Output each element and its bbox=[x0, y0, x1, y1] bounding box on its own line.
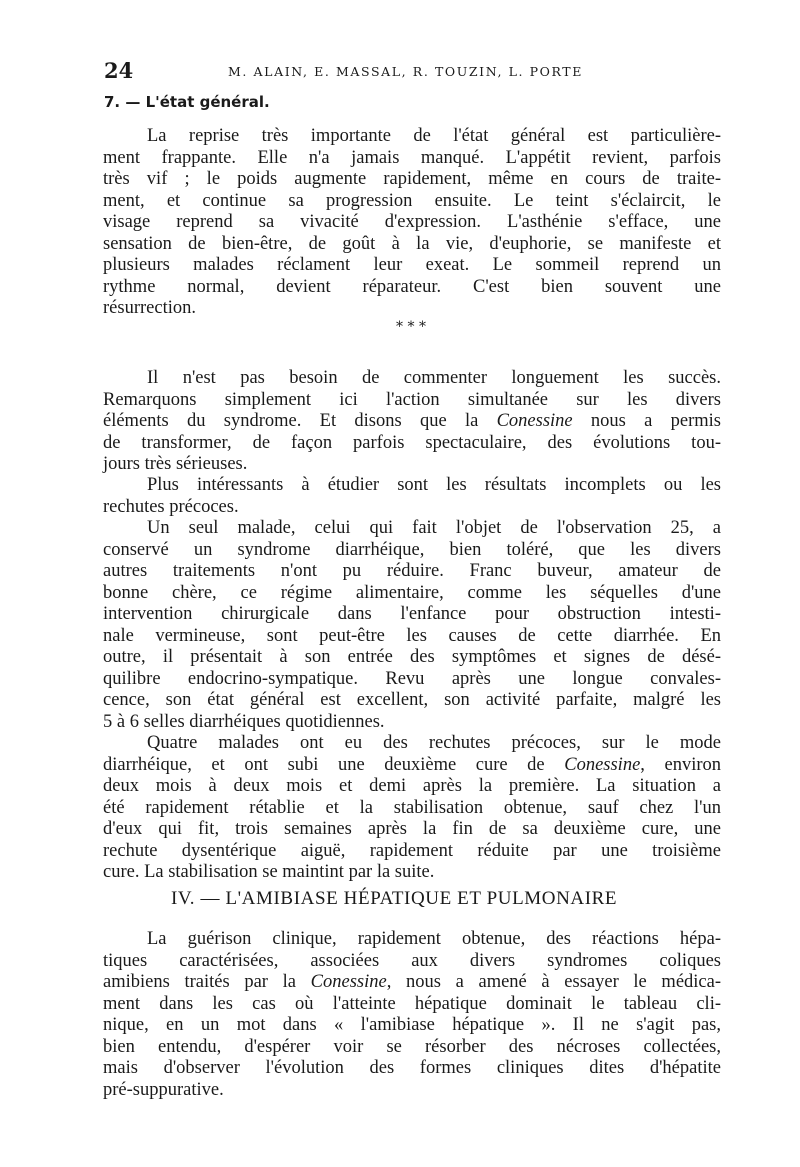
paragraph-rechutes bbox=[103, 733, 721, 884]
text-line: 5 à 6 selles diarrhéiques quotidiennes. bbox=[103, 711, 385, 732]
paragraph-observation-25 bbox=[103, 518, 721, 733]
text-line: Quatre malades ont eu des rechutes précoces, sur le mode bbox=[147, 733, 721, 753]
text-line: d'eux qui fit, trois semaines après la fin de sa deuxième cure, une bbox=[103, 819, 721, 839]
text-line: jours très sérieuses. bbox=[103, 454, 248, 474]
text-line: La reprise très importante de l'état général est particulière- bbox=[147, 126, 721, 146]
paragraph-etat-general bbox=[103, 126, 721, 320]
text-line: Remarquons simplement ici l'action simultanée sur les divers bbox=[103, 389, 721, 410]
text-line: ment frappante. Elle n'a jamais manqué. L'appétit revient, parfois bbox=[103, 147, 721, 168]
text-line: éléments du syndrome. Et disons que la Conessine nous a permis bbox=[103, 411, 721, 431]
text-line: pré-suppurative. bbox=[103, 1079, 224, 1100]
text-line: bien entendu, d'espérer voir se résorber des nécroses collectées, bbox=[103, 1036, 721, 1057]
text-line: cence, son état général est excellent, son activité parfaite, malgré les bbox=[103, 690, 721, 710]
text-line: bonne chère, ce régime alimentaire, comme les séquelles d'une bbox=[103, 582, 721, 603]
text-line: mais d'observer l'évolution des formes cliniques dites d'hépatite bbox=[103, 1058, 721, 1078]
paragraph-amibiase-hepatique bbox=[103, 929, 721, 1101]
text-line: très vif ; le poids augmente rapidement, même en cours de traite- bbox=[103, 169, 721, 189]
text-line: rythme normal, devient réparateur. C'est bien souvent une bbox=[103, 276, 721, 297]
text-line: nale vermineuse, sont peut-être les causes de cette diarrhée. En bbox=[103, 625, 721, 646]
text-line: rechute dysentérique aiguë, rapidement réduite par une troisième bbox=[103, 840, 721, 861]
running-title: M. ALAIN, E. MASSAL, R. TOUZIN, L. PORTE bbox=[228, 64, 583, 79]
emphasis-conessine: Conessine bbox=[564, 754, 641, 775]
text-line: visage reprend sa vivacité d'expression. L'asthénie s'efface, une bbox=[103, 212, 721, 232]
text-line: cure. La stabilisation se maintint par la suite. bbox=[103, 862, 435, 882]
running-head bbox=[104, 58, 704, 84]
text-line: La guérison clinique, rapidement obtenue, des réactions hépa- bbox=[147, 929, 721, 949]
text-line: été rapidement rétablie et la stabilisation obtenue, sauf chez l'un bbox=[103, 797, 721, 818]
text-line: résurrection. bbox=[103, 298, 196, 318]
paragraph-resultats-incomplets bbox=[103, 475, 721, 518]
text-line: Plus intéressants à étudier sont les résultats incomplets ou les bbox=[147, 475, 721, 495]
text-line: outre, il présentait à son entrée des symptômes et signes de désé- bbox=[103, 647, 721, 667]
text-line: ment dans les cas où l'atteinte hépatique dominait le tableau cli- bbox=[103, 993, 721, 1014]
text-line: quilibre endocrino-sympatique. Revu après une longue convales- bbox=[103, 668, 721, 689]
text-line: plusieurs malades réclament leur exeat. Le sommeil reprend un bbox=[103, 255, 721, 275]
text-line: Il n'est pas besoin de commenter longuement les succès. bbox=[147, 368, 721, 388]
text-line: ment, et continue sa progression ensuite. Le teint s'éclaircit, le bbox=[103, 190, 721, 211]
text-line: Un seul malade, celui qui fait l'objet de l'observation 25, a bbox=[147, 518, 721, 538]
text-line: diarrhéique, et ont subi une deuxième cure de Conessine, environ bbox=[103, 754, 722, 775]
text-line: conservé un syndrome diarrhéique, bien toléré, que les divers bbox=[103, 539, 721, 560]
text-line: rechutes précoces. bbox=[103, 496, 239, 517]
text-line: de transformer, de façon parfois spectaculaire, des évolutions tou- bbox=[103, 432, 721, 453]
page-number: 24 bbox=[104, 58, 134, 83]
text-line: autres traitements n'ont pu réduire. Franc buveur, amateur de bbox=[103, 561, 721, 581]
text-line: deux mois à deux mois et demi après la première. La situation a bbox=[103, 776, 721, 796]
asterism-separator: * * * bbox=[396, 319, 426, 335]
emphasis-conessine: Conessine bbox=[496, 411, 573, 431]
paragraph-succes bbox=[103, 368, 721, 476]
text-line: sensation de bien-être, de goût à la vie, d'euphorie, se manifeste et bbox=[103, 233, 721, 254]
emphasis-conessine: Conessine bbox=[310, 972, 387, 992]
text-line: tiques caractérisées, associées aux divers syndromes coliques bbox=[103, 950, 721, 971]
text-line: amibiens traités par la Conessine, nous a amené à essayer le médica- bbox=[103, 972, 722, 992]
text-line: nique, en un mot dans « l'amibiase hépatique ». Il ne s'agit pas, bbox=[103, 1015, 721, 1035]
section-heading-etat-general: 7. — L'état général. bbox=[104, 93, 270, 111]
chapter-heading-amibiase: IV. — L'AMIBIASE HÉPATIQUE ET PULMONAIRE bbox=[171, 888, 618, 909]
text-line: intervention chirurgicale dans l'enfance pour obstruction intesti- bbox=[103, 604, 721, 624]
